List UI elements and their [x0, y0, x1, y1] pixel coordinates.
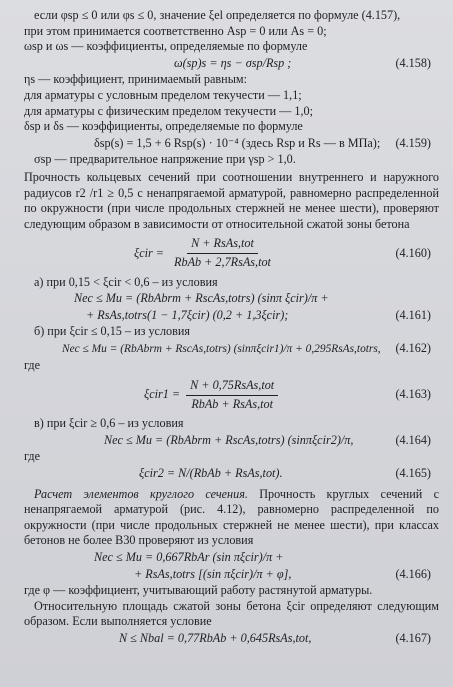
formula-lhs: ξcir =: [134, 245, 165, 260]
formula-4-162: [24, 341, 439, 358]
formula-4-166-line1: [24, 550, 439, 566]
formula-number: (4.167): [395, 630, 431, 645]
formula-number: (4.162): [395, 340, 431, 355]
formula-body: + RsAs,totrs [(sin πξcir)/π + φ],: [134, 566, 292, 581]
formula-number: (4.159): [395, 135, 431, 150]
formula-body: δsp(s) = 1,5 + 6 Rsp(s) · 10⁻⁴ (здесь Rsp и Rs — в МПа);: [94, 135, 381, 150]
paragraph-compressed-zone: Относительную площадь сжатой зоны бетона ξcir определяют следующим образом. Если выполняется условие: [24, 598, 439, 629]
section-title: Расчет элементов круглого сечения.: [34, 486, 248, 501]
formula-body: Nec ≤ Mu = (RbAbrm + RscAs,totrs) (sinπξcir1)/π + 0,295RsAs,totrs,: [62, 342, 381, 355]
formula-body: Nec ≤ Mu = (RbAbrm + RscAs,totrs) (sinπ ξcir)/π +: [74, 291, 329, 306]
text-line: для арматуры с физическим пределом текучести — 1,0;: [24, 103, 313, 118]
text-line: если φsp ≤ 0 или φs ≤ 0, значение ξel определяется по формуле (4.157),: [34, 8, 401, 22]
formula-body: + RsAs,totrs(1 − 1,7ξcir) (0,2 + 1,3ξcir);: [86, 307, 289, 322]
formula-4-160: [24, 236, 439, 270]
formula-number: (4.163): [395, 387, 431, 402]
formula-4-161-line2: [24, 308, 439, 324]
fraction-denominator: RbAb + 2,7RsAs,tot: [174, 254, 271, 269]
paragraph-ring-sections: Прочность кольцевых сечений при соотношении внутреннего и наружного радиусов r2 /r1 ≥ 0,5 с ненапрягаемой арматурой, равномерно распределенной по окружности (при числе продольных стержней не менее шести), проверяют следующим образом в зависимости от относительной сжатой зоны бетона: [24, 169, 439, 231]
formula-number: (4.158): [395, 55, 431, 70]
fraction: [186, 378, 278, 412]
formula-body: N ≤ Nbal = 0,77RbAb + 0,645RsAs,tot,: [119, 630, 312, 645]
case-heading: б) при ξcir ≤ 0,15 – из условия: [34, 324, 191, 339]
formula-4-158: [24, 56, 439, 72]
formula-4-159: [24, 136, 439, 152]
formula-4-164: [24, 433, 439, 449]
text-line: ηs — коэффициент, принимаемый равным:: [24, 72, 247, 87]
text-line: при этом принимается соответственно Asp = 0 или As = 0;: [24, 23, 327, 38]
text-line: где φ — коэффициент, учитывающий работу растянутой арматуры.: [24, 583, 373, 598]
formula-4-165: [24, 466, 439, 482]
paragraph-text: Прочность круглых сечений с ненапрягаемой арматурой (рис. 4.12), равномерно распределенной по окружности (при числе продольных стержней не менее шести), при классах бетонов не более В30 проверяют из условия: [24, 486, 440, 548]
text-line: δsp и δs — коэффициенты, определяемые по формуле: [24, 119, 303, 134]
fraction-denominator: RbAb + RsAs,tot: [191, 396, 273, 411]
paragraph-circular-sections: [24, 487, 439, 549]
formula-4-167: [24, 631, 439, 647]
formula-number: (4.165): [395, 466, 431, 481]
formula-number: (4.160): [395, 245, 431, 260]
fraction: [170, 236, 275, 270]
text-line: где: [24, 449, 41, 464]
formula-number: (4.166): [395, 566, 431, 581]
formula-number: (4.164): [395, 432, 431, 447]
case-heading: в) при ξcir ≥ 0,6 – из условия: [34, 416, 184, 431]
text-line: где: [24, 358, 41, 373]
fraction-numerator: N + 0,75RsAs,tot: [186, 378, 278, 396]
formula-body: Nec ≤ Mu = 0,667RbAr (sin πξcir)/π +: [94, 550, 284, 564]
text-line: для арматуры с условным пределом текучести — 1,1;: [24, 87, 302, 102]
formula-lhs: ξcir1 =: [144, 387, 181, 402]
text-line: ωsp и ωs — коэффициенты, определяемые по формуле: [24, 39, 308, 54]
formula-4-163: [24, 378, 439, 412]
formula-4-166-line2: [24, 567, 439, 583]
formula-body: ξcir2 = N/(RbAb + RsAs,tot).: [139, 466, 283, 481]
formula-body: ω(sp)s = ηs − σsp/Rsp ;: [174, 55, 292, 70]
text-line: σsp — предварительное напряжение при γsp > 1,0.: [34, 152, 296, 167]
fraction-numerator: N + RsAs,tot: [187, 236, 258, 254]
formula-number: (4.161): [395, 307, 431, 322]
case-heading: а) при 0,15 < ξcir < 0,6 – из условия: [34, 274, 218, 289]
formula-4-161-line1: [24, 291, 439, 307]
formula-body: Nec ≤ Mu = (RbAbrm + RscAs,totrs) (sinπξcir2)/π,: [104, 432, 354, 447]
